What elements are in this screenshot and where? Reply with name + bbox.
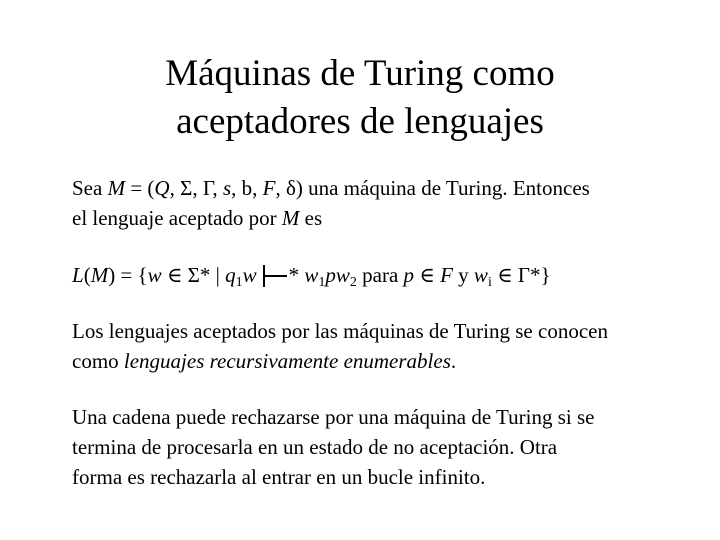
text-period: . — [450, 349, 457, 373]
symbol-w: w — [147, 263, 162, 287]
definition-paragraph — [72, 173, 712, 233]
subscript-w2: 2 — [349, 275, 357, 290]
turnstile-icon — [261, 265, 287, 287]
symbol-Q: Q — [154, 176, 170, 200]
symbol-F-formula: F — [440, 263, 453, 287]
formula-star: * — [288, 263, 305, 287]
text-sigma-gamma: , Σ, Γ, — [169, 176, 223, 200]
subscript-w1: 1 — [318, 275, 326, 290]
formula-para: para — [356, 263, 404, 287]
emphasis-term: lenguajes recursivamente enumerables — [123, 349, 451, 373]
text-delta-rest: , δ) una máquina de Turing. Entonces — [275, 176, 590, 200]
definition-line-2 — [72, 203, 712, 233]
formula-sigma-star: ∈ Σ* | — [161, 263, 226, 287]
symbol-L: L — [72, 263, 84, 287]
symbol-pw: pw — [325, 263, 350, 287]
symbol-M-2: M — [281, 206, 300, 230]
text-como: como — [72, 349, 124, 373]
symbol-F: F — [262, 176, 276, 200]
symbol-M-formula: M — [90, 263, 109, 287]
text-sea: Sea — [72, 176, 108, 200]
symbol-w-2: w — [242, 263, 257, 287]
rejection-paragraph — [72, 402, 712, 492]
rejection-line-3: forma es rechazarla al entrar en un bucle infinito. — [72, 465, 486, 489]
symbol-w-3: w — [304, 263, 319, 287]
recursively-enumerable-paragraph — [72, 316, 712, 376]
definition-line-1 — [72, 173, 712, 203]
rejection-line-1: Una cadena puede rechazarse por una máquina de Turing si se — [72, 405, 595, 429]
formula-equals-brace: ) = { — [108, 263, 148, 287]
text-language: el lenguaje aceptado por — [72, 206, 282, 230]
re-line-2 — [72, 346, 712, 376]
rejection-line-2: termina de procesarla en un estado de no aceptación. Otra — [72, 435, 558, 459]
symbol-M: M — [107, 176, 126, 200]
text-b: , b, — [231, 176, 263, 200]
slide-title — [0, 50, 720, 146]
title-line-1: Máquinas de Turing como — [165, 53, 555, 94]
formula-gamma-star: ∈ Γ*} — [491, 263, 551, 287]
re-line-1: Los lenguajes aceptados por las máquinas de Turing se conocen — [72, 319, 608, 343]
formula-in: ∈ — [414, 263, 441, 287]
formula-y: y — [452, 263, 474, 287]
text-es: es — [299, 206, 323, 230]
symbol-q: q — [225, 263, 236, 287]
formula-paren-open: ( — [83, 263, 91, 287]
text-equals: = ( — [125, 176, 155, 200]
language-formula — [72, 260, 712, 290]
subscript-q: 1 — [235, 275, 243, 290]
formula-line — [72, 260, 712, 290]
symbol-s: s — [222, 176, 232, 200]
title-line-2: aceptadores de lenguajes — [176, 101, 544, 142]
symbol-p: p — [403, 263, 415, 287]
symbol-wi: w — [473, 263, 488, 287]
subscript-i: i — [487, 275, 492, 290]
